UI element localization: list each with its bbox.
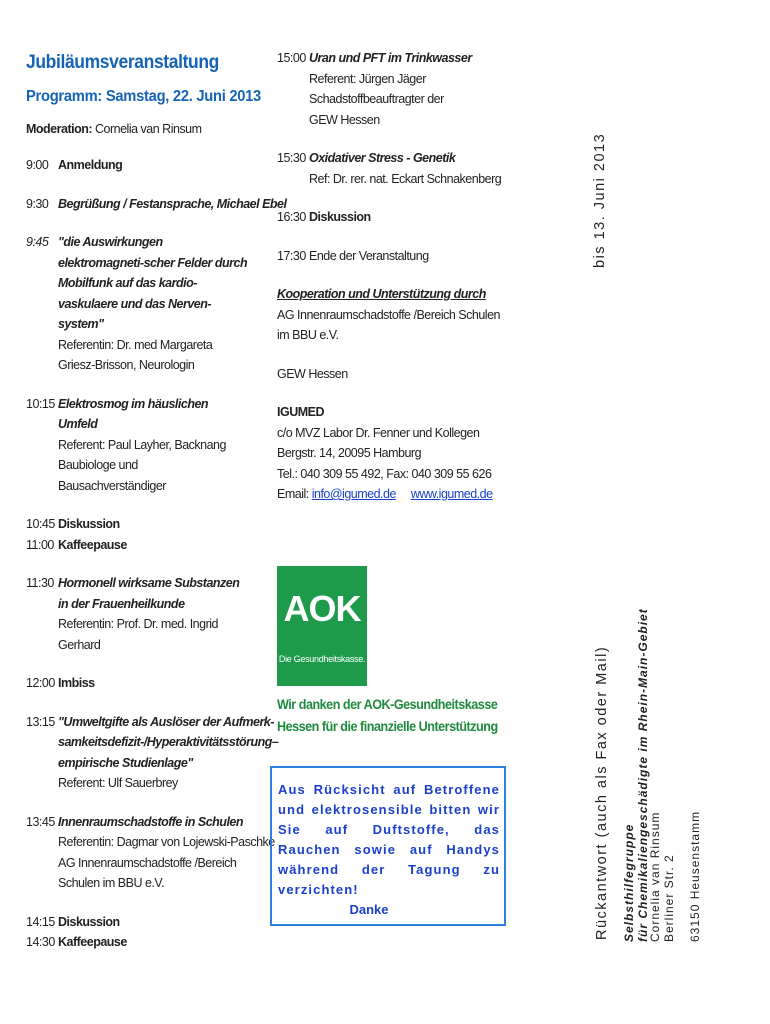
program-title: Uran und PFT im Trinkwasser — [309, 51, 472, 65]
program-speaker: Referent: Paul Layher, Backnang — [58, 437, 226, 452]
program-time: 11:00 — [26, 537, 54, 552]
event-title: Jubiläumsveranstaltung — [26, 52, 219, 73]
program-title: Kaffeepause — [58, 935, 127, 949]
program-time: 13:15 — [26, 714, 55, 729]
program-speaker: Referent: Jürgen Jäger — [309, 71, 426, 86]
program-item — [26, 912, 248, 933]
sponsor-thanks-line: Hessen für die finanzielle Unterstützung — [277, 719, 498, 734]
igumed-name — [277, 402, 503, 423]
program-speaker: Referentin: Dr. med Margareta Griesz-Brisson, Neurologin — [58, 337, 213, 372]
moderation-label: Moderation: — [26, 122, 93, 136]
program-time: 12:00 — [26, 676, 55, 690]
program-title: Diskussion — [58, 914, 120, 929]
igumed-street: Bergstr. 14, 20095 Hamburg — [277, 446, 422, 460]
aok-logo-text: AOK — [283, 588, 361, 629]
address-city: 63150 Heusenstamm — [688, 810, 702, 942]
program-item — [277, 207, 503, 228]
program-time: 9:30 — [26, 196, 49, 211]
sponsor-thanks-line: Wir danken der AOK-Gesundheitskasse — [277, 697, 498, 712]
program-title: "Umweltgifte als Auslöser der Aufmerk-samkeitsdefizit-/Hyperaktivitätsstörung– empirische Studienlage" — [58, 714, 279, 770]
program-time: 9:45 — [26, 235, 49, 249]
address-name: Cornelia van Rinsum — [648, 811, 662, 942]
program-item — [26, 514, 248, 535]
program-title: Hormonell wirksame Substanzen in der Frauenheilkunde — [58, 576, 240, 611]
program-item — [277, 148, 503, 189]
cooperation-partner: GEW Hessen — [277, 366, 348, 381]
program-title: Ende der Veranstaltung — [309, 248, 429, 263]
program-item — [26, 712, 279, 794]
cooperation-heading: Kooperation und Unterstützung durch — [277, 287, 486, 301]
cooperation-partner: AG Innenraumschadstoffe /Bereich Schulen im BBU e.V. — [277, 307, 500, 342]
program-title: Innenraumschadstoffe in Schulen — [58, 814, 244, 829]
address-group-subtitle: für Chemikaliengeschädigte im Rhein-Main-Gebiet — [636, 608, 650, 942]
moderation-name: Cornelia van Rinsum — [95, 122, 202, 136]
program-speaker: Referentin: Dagmar von Lojewski-Paschke — [58, 835, 275, 849]
program-time: 15:30 — [277, 151, 306, 165]
program-time: 13:45 — [26, 814, 55, 829]
program-item — [26, 932, 248, 953]
program-date: Programm: Samstag, 22. Juni 2013 — [26, 88, 261, 105]
program-title: Oxidativer Stress - Genetik — [309, 151, 456, 165]
address-group-name: Selbsthilfegruppe — [622, 823, 636, 942]
program-item — [26, 232, 248, 376]
program-time: 11:30 — [26, 576, 54, 590]
program-title: Begrüßung / Festansprache, Michael Ebel — [58, 196, 287, 211]
program-time: 14:15 — [26, 914, 55, 929]
program-speaker: Ref: Dr. rer. nat. Eckart Schnakenberg — [309, 171, 502, 186]
website-link[interactable]: www.igumed.de — [410, 487, 493, 501]
program-speaker-role: Schadstoffbeauftragter der GEW Hessen — [309, 92, 444, 127]
program-item — [26, 155, 248, 176]
program-item — [277, 48, 503, 130]
program-column-middle — [277, 48, 503, 505]
aok-logo — [277, 566, 367, 686]
notice-thanks: Danke — [349, 902, 389, 917]
program-title: Anmeldung — [58, 158, 123, 172]
program-time: 10:15 — [26, 396, 55, 411]
igumed-name-text: IGUMED — [277, 405, 324, 419]
program-title: Diskussion — [58, 517, 120, 531]
program-time: 14:30 — [26, 935, 55, 949]
program-item — [26, 573, 248, 655]
program-item — [26, 194, 287, 215]
program-item — [26, 673, 248, 694]
program-time: 15:00 — [277, 51, 306, 65]
program-title: Diskussion — [309, 210, 371, 224]
email-label: Email: — [277, 487, 309, 501]
program-speaker: Referent: Ulf Sauerbrey — [58, 776, 178, 790]
program-time: 16:30 — [277, 210, 306, 224]
registration-deadline: bis 13. Juni 2013 — [592, 132, 608, 268]
sponsor-thanks — [277, 694, 498, 738]
program-column-left — [26, 52, 287, 953]
email-link[interactable]: info@igumed.de — [311, 487, 396, 501]
program-time: 10:45 — [26, 517, 55, 531]
program-item — [26, 812, 275, 894]
fragrance-notice-box — [270, 766, 506, 926]
address-street: Berliner Str. 2 — [662, 854, 676, 942]
igumed-contact — [277, 484, 503, 505]
program-speaker: Referentin: Prof. Dr. med. Ingrid Gerhard — [58, 617, 218, 652]
notice-text: Aus Rücksicht auf Betroffene und elektrosensible bitten wir Sie auf Duftstoffe, das Rauchen sowie auf Handys während der Tagung zu verzichten! — [278, 782, 500, 897]
reply-heading: Rückantwort (auch als Fax oder Mail) — [594, 645, 610, 940]
program-time: 9:00 — [26, 158, 49, 172]
program-title: Elektrosmog im häuslichen Umfeld — [58, 396, 209, 431]
moderation — [26, 122, 248, 136]
program-title: Imbiss — [58, 676, 95, 690]
program-time: 17:30 — [277, 248, 306, 263]
program-item — [277, 246, 503, 267]
aok-tagline: Die Gesundheitskasse. — [278, 654, 366, 664]
program-item — [26, 394, 248, 497]
program-title: "die Auswirkungen elektromagneti-scher Felder durch Mobilfunk auf das kardio-vaskulaere und das Nerven-system" — [58, 235, 248, 331]
program-title: Kaffeepause — [58, 537, 127, 552]
program-item — [26, 535, 248, 556]
program-speaker-role: AG Innenraumschadstoffe /Bereich Schulen im BBU e.V. — [58, 855, 237, 890]
program-speaker-role: Baubiologe und Bausachverständiger — [58, 458, 166, 493]
igumed-phone-fax: Tel.: 040 309 55 492, Fax: 040 309 55 626 — [277, 466, 492, 481]
igumed-address: c/o MVZ Labor Dr. Fenner und Kollegen — [277, 425, 480, 440]
